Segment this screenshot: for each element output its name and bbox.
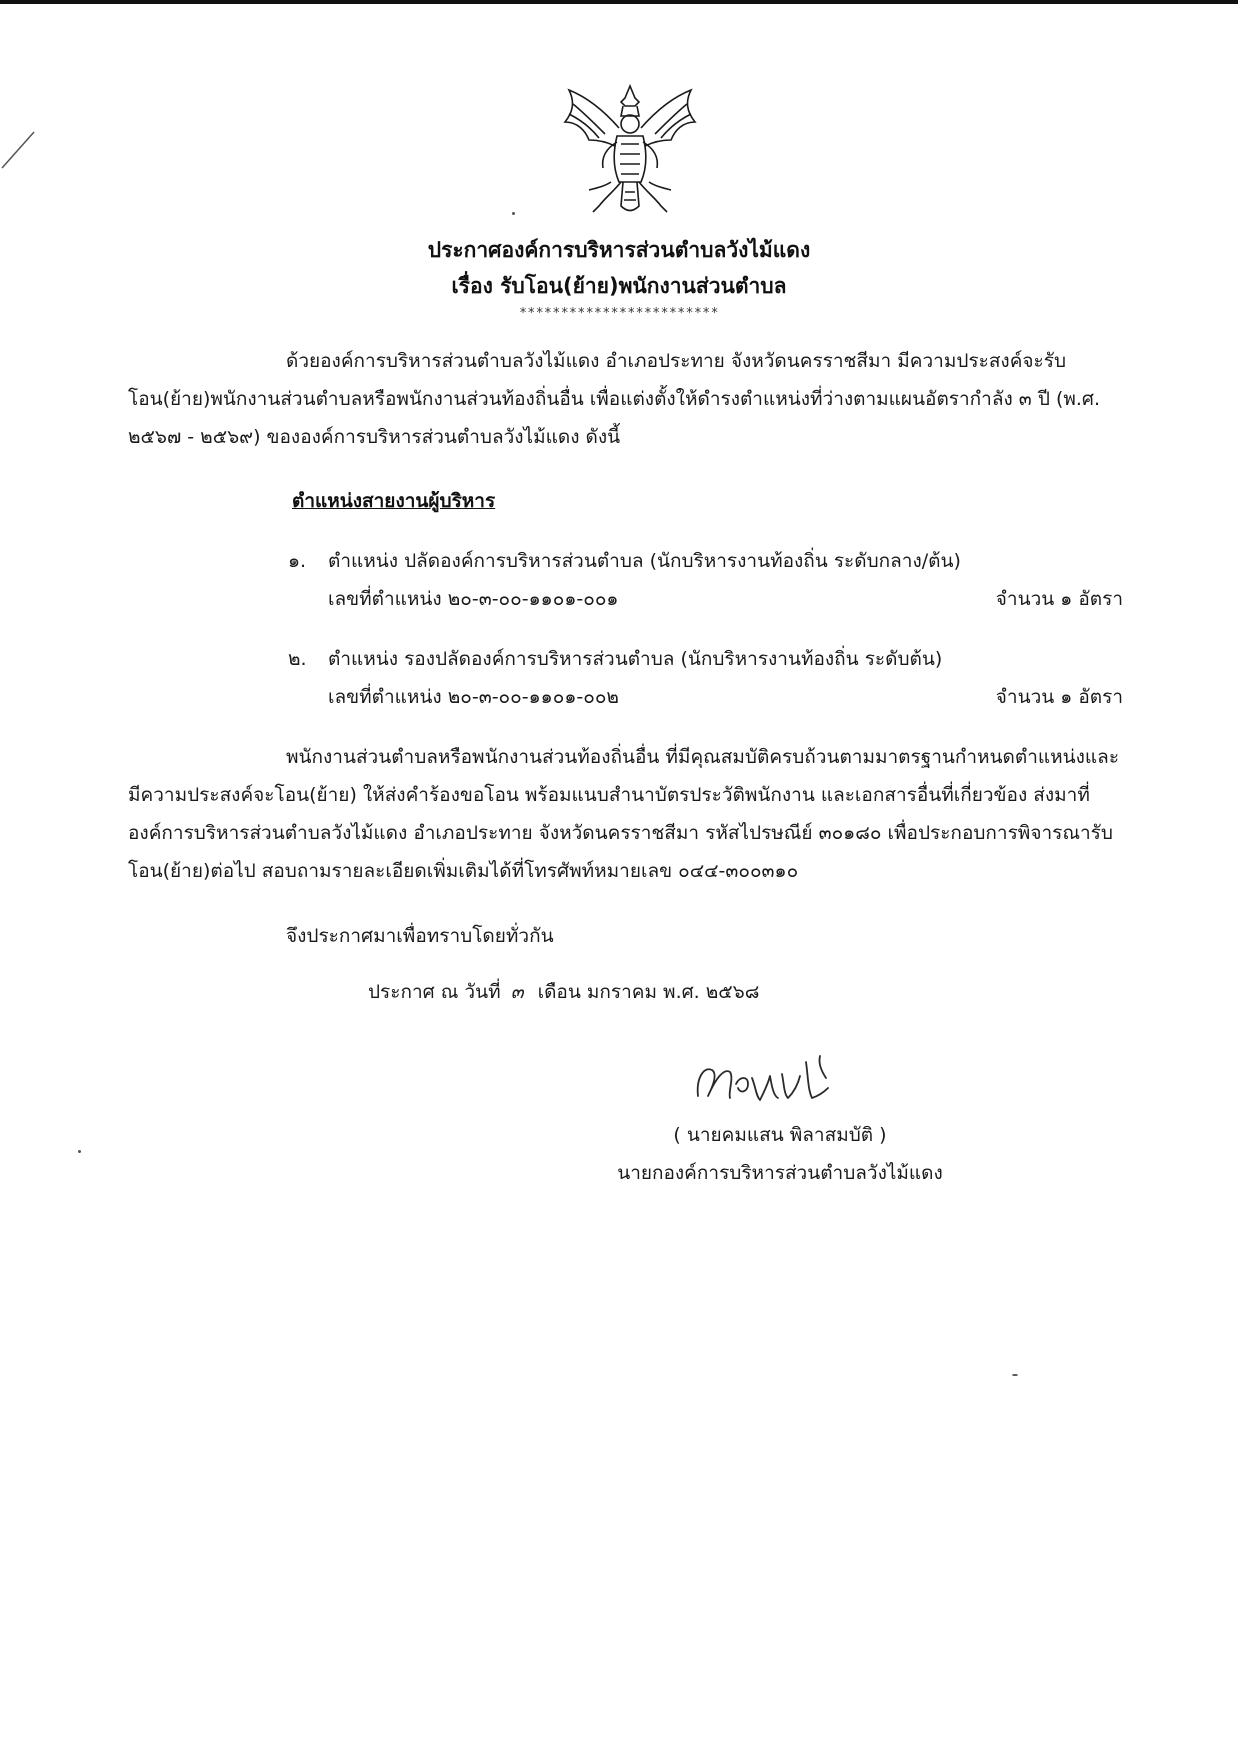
scan-top-edge (0, 0, 1238, 4)
body-text: พนักงานส่วนตำบลหรือพนักงานส่วนท้องถิ่นอื่น ที่มีคุณสมบัติครบถ้วนตามมาตรฐานกำหนดตำแหน่งและมีความประสงค์จะโอน(ย้าย) ให้ส่งคำร้องขอโอน พร้อมแนบสำนาบัตรประวัติพนักงาน และเอกสารอื่นที่เกี่ยวข้อง ส่งมาที่องค์การบริหารส่วนตำบลวังไม้แดง อำเภอประทาย จังหวัดนครราชสีมา รหัสไปรษณีย์ ๓๐๑๘๐ เพื่อประกอบการพิจารณารับโอน(ย้าย)ต่อไป สอบถามรายละเอียดเพิ่มเติมได้ที่โทรศัพท์หมายเลข ๐๔๔-๓๐๐๓๑๐ (128, 746, 1120, 882)
closing-text: จึงประกาศมาเพื่อทราบโดยทั่วกัน (286, 925, 554, 947)
garuda-emblem-icon (555, 82, 705, 222)
position-item (288, 542, 1123, 618)
signer-position: นายกองค์การบริหารส่วนตำบลวังไม้แดง (617, 1162, 943, 1184)
announcement-title: ประกาศองค์การบริหารส่วนตำบลวังไม้แดง (427, 238, 811, 262)
scan-corner-fold (0, 130, 36, 170)
date-prefix: ประกาศ ณ วันที่ (368, 981, 501, 1003)
date-suffix: เดือน มกราคม พ.ศ. ๒๕๖๘ (537, 981, 760, 1003)
intro-paragraph (128, 342, 1120, 456)
position-code: เลขที่ตำแหน่ง ๒๐-๓-๐๐-๑๑๐๑-๐๐๒ (328, 686, 619, 708)
position-item (288, 640, 1123, 716)
position-code: เลขที่ตำแหน่ง ๒๐-๓-๐๐-๑๑๐๑-๐๐๑ (328, 588, 619, 610)
date-day-handwritten: ๓ (510, 981, 524, 1003)
scan-speck (512, 212, 515, 215)
position-number: ๑. (288, 550, 307, 572)
position-number: ๒. (288, 648, 307, 670)
signer-name: ( นายคมแสน พิลาสมบัติ ) (673, 1124, 887, 1146)
intro-text: ด้วยองค์การบริหารส่วนตำบลวังไม้แดง อำเภอประทาย จังหวัดนครราชสีมา มีความประสงค์จะรับโอน(ย้าย)พนักงานส่วนตำบลหรือพนักงานส่วนท้องถิ่นอื่น เพื่อแต่งตั้งให้ดำรงตำแหน่งที่ว่างตามแผนอัตรากำลัง ๓ ปี (พ.ศ. ๒๕๖๗ - ๒๕๖๙) ขององค์การบริหารส่วนตำบลวังไม้แดง ดังนี้ (128, 350, 1101, 448)
position-title: ตำแหน่ง ปลัดองค์การบริหารส่วนตำบล (นักบริหารงานท้องถิ่น ระดับกลาง/ต้น) (328, 550, 961, 572)
section-heading: ตำแหน่งสายงานผู้บริหาร (292, 490, 496, 512)
body-paragraph (128, 738, 1120, 890)
announcement-subject: เรื่อง รับโอน(ย้าย)พนักงานส่วนตำบล (451, 274, 787, 298)
scan-speck (1012, 1374, 1018, 1376)
position-quota: จำนวน ๑ อัตรา (995, 686, 1123, 708)
position-title: ตำแหน่ง รองปลัดองค์การบริหารส่วนตำบล (นักบริหารงานท้องถิ่น ระดับต้น) (328, 648, 943, 670)
closing-paragraph (128, 917, 1120, 955)
handwritten-signature (690, 1048, 850, 1118)
scan-speck (78, 1150, 81, 1153)
position-quota: จำนวน ๑ อัตรา (995, 588, 1123, 610)
announcement-date (368, 977, 759, 1007)
title-separator: ************************ (519, 306, 719, 321)
